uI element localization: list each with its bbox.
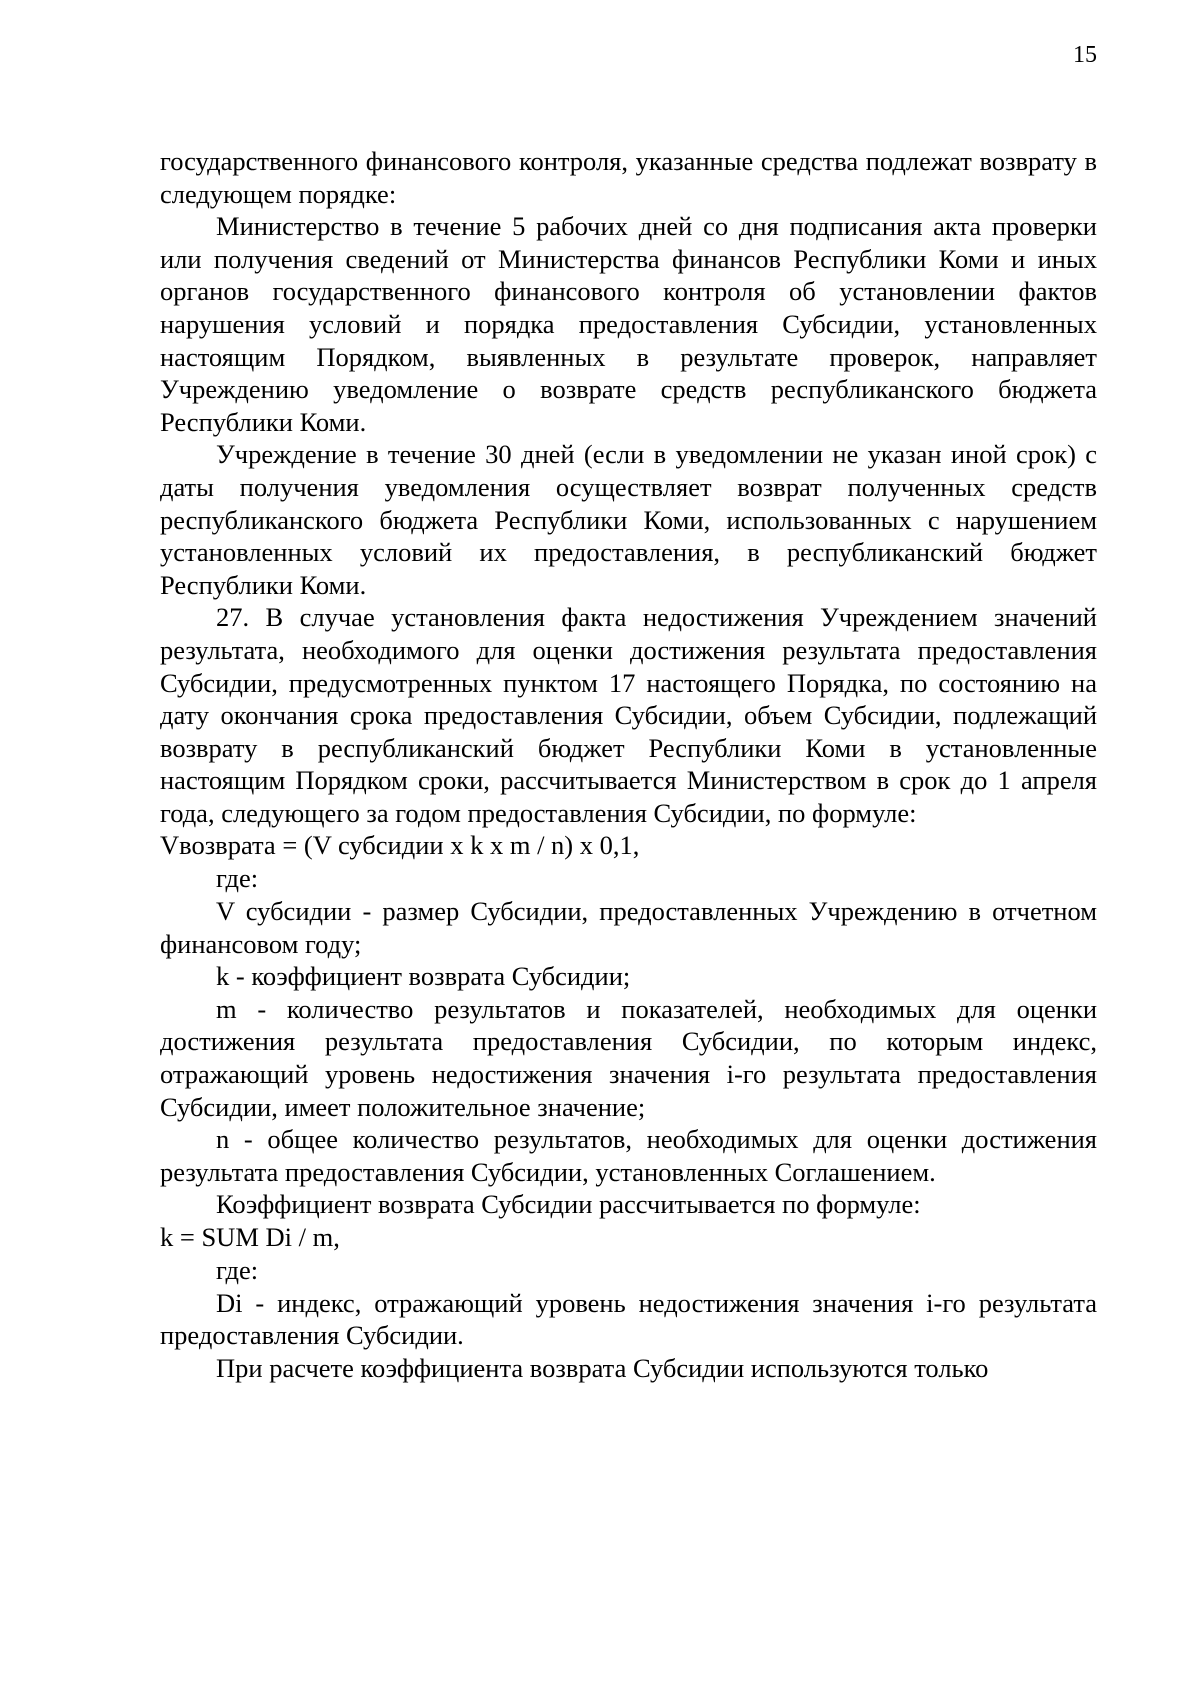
paragraph-4: 27. В случае установления факта недостижения Учреждением значений результата, необходимого для оценки достижения результата предоставления Субсидии, предусмотренных пунктом 17 настоящего Порядка, по состоянию на дату окончания срока предоставления Субсидии, объем Субсидии, подлежащий возврату в республиканский бюджет Республики Коми в установленные настоящим Порядком сроки, рассчитывается Министерством в срок до 1 апреля года, следующего за годом предоставления Субсидии, по формуле: [160, 602, 1097, 828]
paragraph-coefficient: Коэффициент возврата Субсидии рассчитывается по формуле: [216, 1189, 921, 1220]
document-body [160, 145, 1097, 1384]
definition-n: n - общее количество результатов, необходимых для оценки достижения результата предоставления Субсидии, установленных Соглашением. [160, 1124, 1097, 1187]
definition-v-subsidy: V субсидии - размер Субсидии, предоставленных Учреждению в отчетном финансовом году; [160, 896, 1097, 959]
definition-m: m - количество результатов и показателей, необходимых для оценки достижения результата предоставления Субсидии, по которым индекс, отражающий уровень недостижения значения i-го результата предоставления Субсидии, имеет положительное значение; [160, 993, 1097, 1122]
paragraph-3: Учреждение в течение 30 дней (если в уведомлении не указан иной срок) с даты получения уведомления осуществляет возврат полученных средств республиканского бюджета Республики Коми, использованных с нарушением установленных условий их предоставления, в республиканский бюджет Республики Коми. [160, 439, 1097, 600]
where-label-2: где: [216, 1255, 259, 1285]
paragraph-2: Министерство в течение 5 рабочих дней со дня подписания акта проверки или получения сведений от Министерства финансов Республики Коми и иных органов государственного финансового контроля об установлении фактов нарушения условий и порядка предоставления Субсидии, установленных настоящим Порядком, выявленных в результате проверок, направляет Учреждению уведомление о возврате средств республиканского бюджета Республики Коми. [160, 211, 1097, 437]
definition-di: Di - индекс, отражающий уровень недостижения значения i-го результата предоставления Субсидии. [160, 1287, 1097, 1351]
formula-v-return: Vвозврата = (V субсидии x k x m / n) x 0,1, [160, 830, 640, 861]
page-number: 15 [1073, 42, 1097, 68]
paragraph-last: При расчете коэффициента возврата Субсидии используются только [216, 1352, 989, 1383]
formula-k: k = SUM Di / m, [160, 1222, 340, 1252]
definition-k: k - коэффициент возврата Субсидии; [216, 961, 631, 992]
paragraph-1: государственного финансового контроля, указанные средства подлежат возврату в следующем порядке: [160, 146, 1097, 209]
where-label-1: где: [216, 863, 259, 894]
